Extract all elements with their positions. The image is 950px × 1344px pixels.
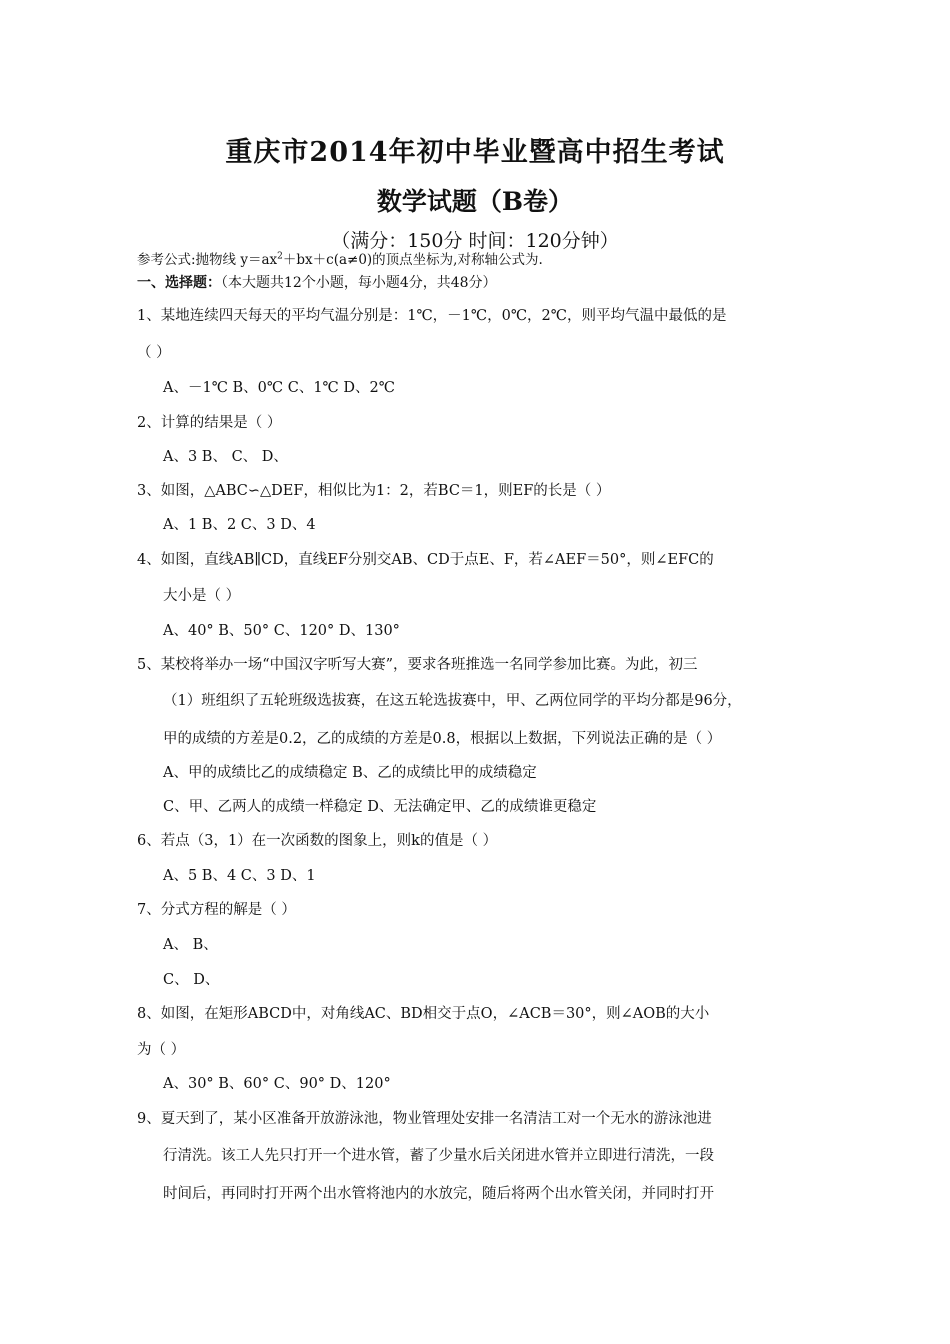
question-3-options: A、1 B、2 C、3 D、4 (163, 517, 316, 533)
question-1-blank: （ ） (137, 345, 171, 361)
question-1-options: A、－1℃ B、0℃ C、1℃ D、2℃ (163, 380, 395, 396)
question-6-options: A、5 B、4 C、3 D、1 (163, 868, 316, 884)
reference-formula: 参考公式:抛物线 $y=ax^2+bx+c(a\ne 0)$的顶点坐标为,对称轴公式为. (137, 251, 543, 268)
question-8: 8、如图，在矩形ABCD中，对角线AC、BD相交于点O，∠ACB＝30°，则∠AOB的大小 (137, 1006, 710, 1022)
question-9: 9、夏天到了，某小区准备开放游泳池，物业管理处安排一名清洁工对一个无水的游泳池进 (137, 1111, 712, 1127)
question-7-options-ab: A、 B、 (163, 937, 218, 953)
question-7-options-cd: C、 D、 (163, 972, 220, 988)
question-9-continued-2: 时间后，再同时打开两个出水管将池内的水放完，随后将两个出水管关闭，并同时打开 (163, 1186, 714, 1202)
question-7: 7、分式方程的解是（ ） (137, 902, 296, 918)
exam-title: 重庆市2014年初中毕业暨高中招生考试 (225, 137, 725, 168)
question-8-continued: 为（ ） (137, 1042, 186, 1058)
question-9-continued-1: 行清洗。该工人先只打开一个进水管，蓄了少量水后关闭进水管并立即进行清洗，一段 (163, 1148, 714, 1164)
question-4-options: A、40° B、50° C、120° D、130° (163, 623, 400, 639)
question-5-options-ab: A、甲的成绩比乙的成绩稳定 B、乙的成绩比甲的成绩稳定 (163, 765, 537, 781)
section-title: 一、选择题： (137, 275, 221, 291)
section-description: （本大题共12个小题，每小题4分，共48分） (221, 275, 497, 291)
question-8-options: A、30° B、60° C、90° D、120° (163, 1076, 391, 1092)
section-heading (137, 272, 497, 292)
question-5-continued-1: （1）班组织了五轮班级选拔赛，在这五轮选拔赛中，甲、乙两位同学的平均分都是96分， (163, 693, 742, 709)
question-2: 2、计算的结果是（ ） (137, 415, 282, 431)
question-5-continued-2: 甲的成绩的方差是0.2，乙的成绩的方差是0.8，根据以上数据，下列说法正确的是（ ） (163, 731, 722, 747)
question-3: 3、如图，△ABC∽△DEF，相似比为1：2，若BC＝1，则EF的长是（ ） (137, 483, 611, 499)
question-1: 1、某地连续四天每天的平均气温分别是：1℃，－1℃，0℃，2℃，则平均气温中最低的是 (137, 308, 727, 324)
question-5: 5、某校将举办一场“中国汉字听写大赛”，要求各班推选一名同学参加比赛。为此，初三 (137, 657, 698, 673)
question-4: 4、如图，直线AB∥CD，直线EF分别交AB、CD于点E、F，若∠AEF＝50°，则∠EFC的 (137, 552, 714, 568)
question-6: 6、若点（3，1）在一次函数的图象上，则k的值是（ ） (137, 833, 498, 849)
question-5-options-cd: C、甲、乙两人的成绩一样稳定 D、无法确定甲、乙的成绩谁更稳定 (163, 799, 597, 815)
score-time-info: （满分：150分 时间：120分钟） (331, 230, 619, 252)
exam-subtitle: 数学试题（B卷） (376, 187, 574, 216)
question-4-continued: 大小是（ ） (163, 588, 241, 604)
question-2-options: A、3 B、 C、 D、 (163, 449, 288, 465)
